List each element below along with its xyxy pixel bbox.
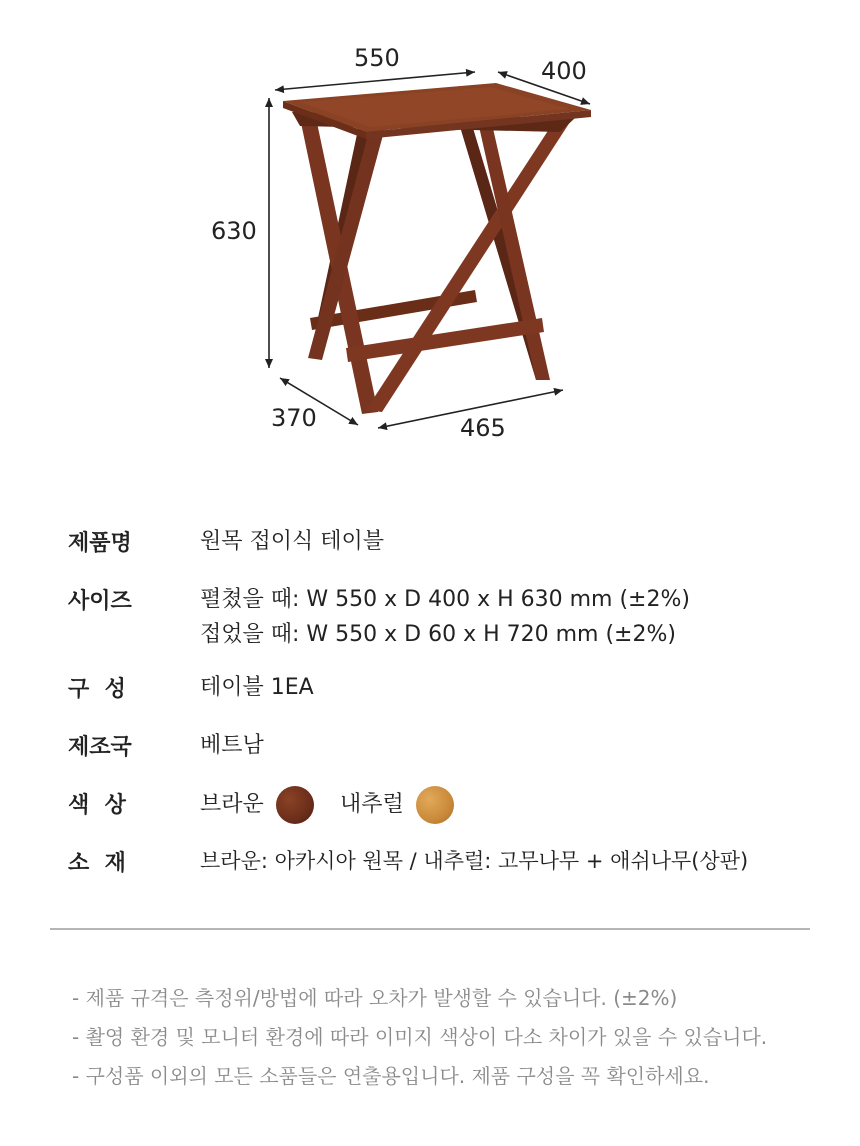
note-item: - 촬영 환경 및 모니터 환경에 따라 이미지 색상이 다소 차이가 있을 수 있습니다. xyxy=(72,1025,768,1049)
spec-value-material: 브라운: 아카시아 원목 / 내추럴: 고무나무 + 애쉬나무(상판) xyxy=(200,849,749,873)
spec-value-composition: 테이블 1EA xyxy=(200,675,314,700)
color-option-natural xyxy=(340,786,454,824)
base-width-label: 465 xyxy=(460,414,506,442)
top-width-arrow xyxy=(275,72,475,90)
height-label: 630 xyxy=(211,217,257,245)
top-depth-label: 400 xyxy=(541,57,587,85)
brown-swatch xyxy=(276,786,314,824)
base-depth-label: 370 xyxy=(271,404,317,432)
spec-label-composition: 구 성 xyxy=(68,677,126,702)
spec-label-size: 사이즈 xyxy=(68,589,132,614)
color-name-brown: 브라운 xyxy=(200,792,264,817)
spec-value-origin: 베트남 xyxy=(200,733,264,758)
table-dimension-figure xyxy=(0,0,860,460)
spec-value-name: 원목 접이식 테이블 xyxy=(200,529,385,554)
note-item: - 제품 규격은 측정위/방법에 따라 오차가 발생할 수 있습니다. (±2%) xyxy=(72,986,678,1010)
spec-label-color: 색 상 xyxy=(68,793,126,818)
spec-label-name: 제품명 xyxy=(68,531,132,556)
color-option-brown xyxy=(200,786,314,824)
spec-label-origin: 제조국 xyxy=(68,735,132,760)
note-item: - 구성품 이외의 모든 소품들은 연출용입니다. 제품 구성을 꼭 확인하세요. xyxy=(72,1064,710,1088)
spec-value-size-folded: 접었을 때: W 550 x D 60 x H 720 mm (±2%) xyxy=(200,622,676,647)
folding-table-illustration xyxy=(283,83,591,414)
spec-label-material: 소 재 xyxy=(68,851,126,876)
top-width-label: 550 xyxy=(354,44,400,72)
natural-swatch xyxy=(416,786,454,824)
section-divider xyxy=(50,928,810,930)
spec-value-size-unfolded: 펼쳤을 때: W 550 x D 400 x H 630 mm (±2%) xyxy=(200,587,690,612)
color-name-natural: 내추럴 xyxy=(340,792,404,817)
